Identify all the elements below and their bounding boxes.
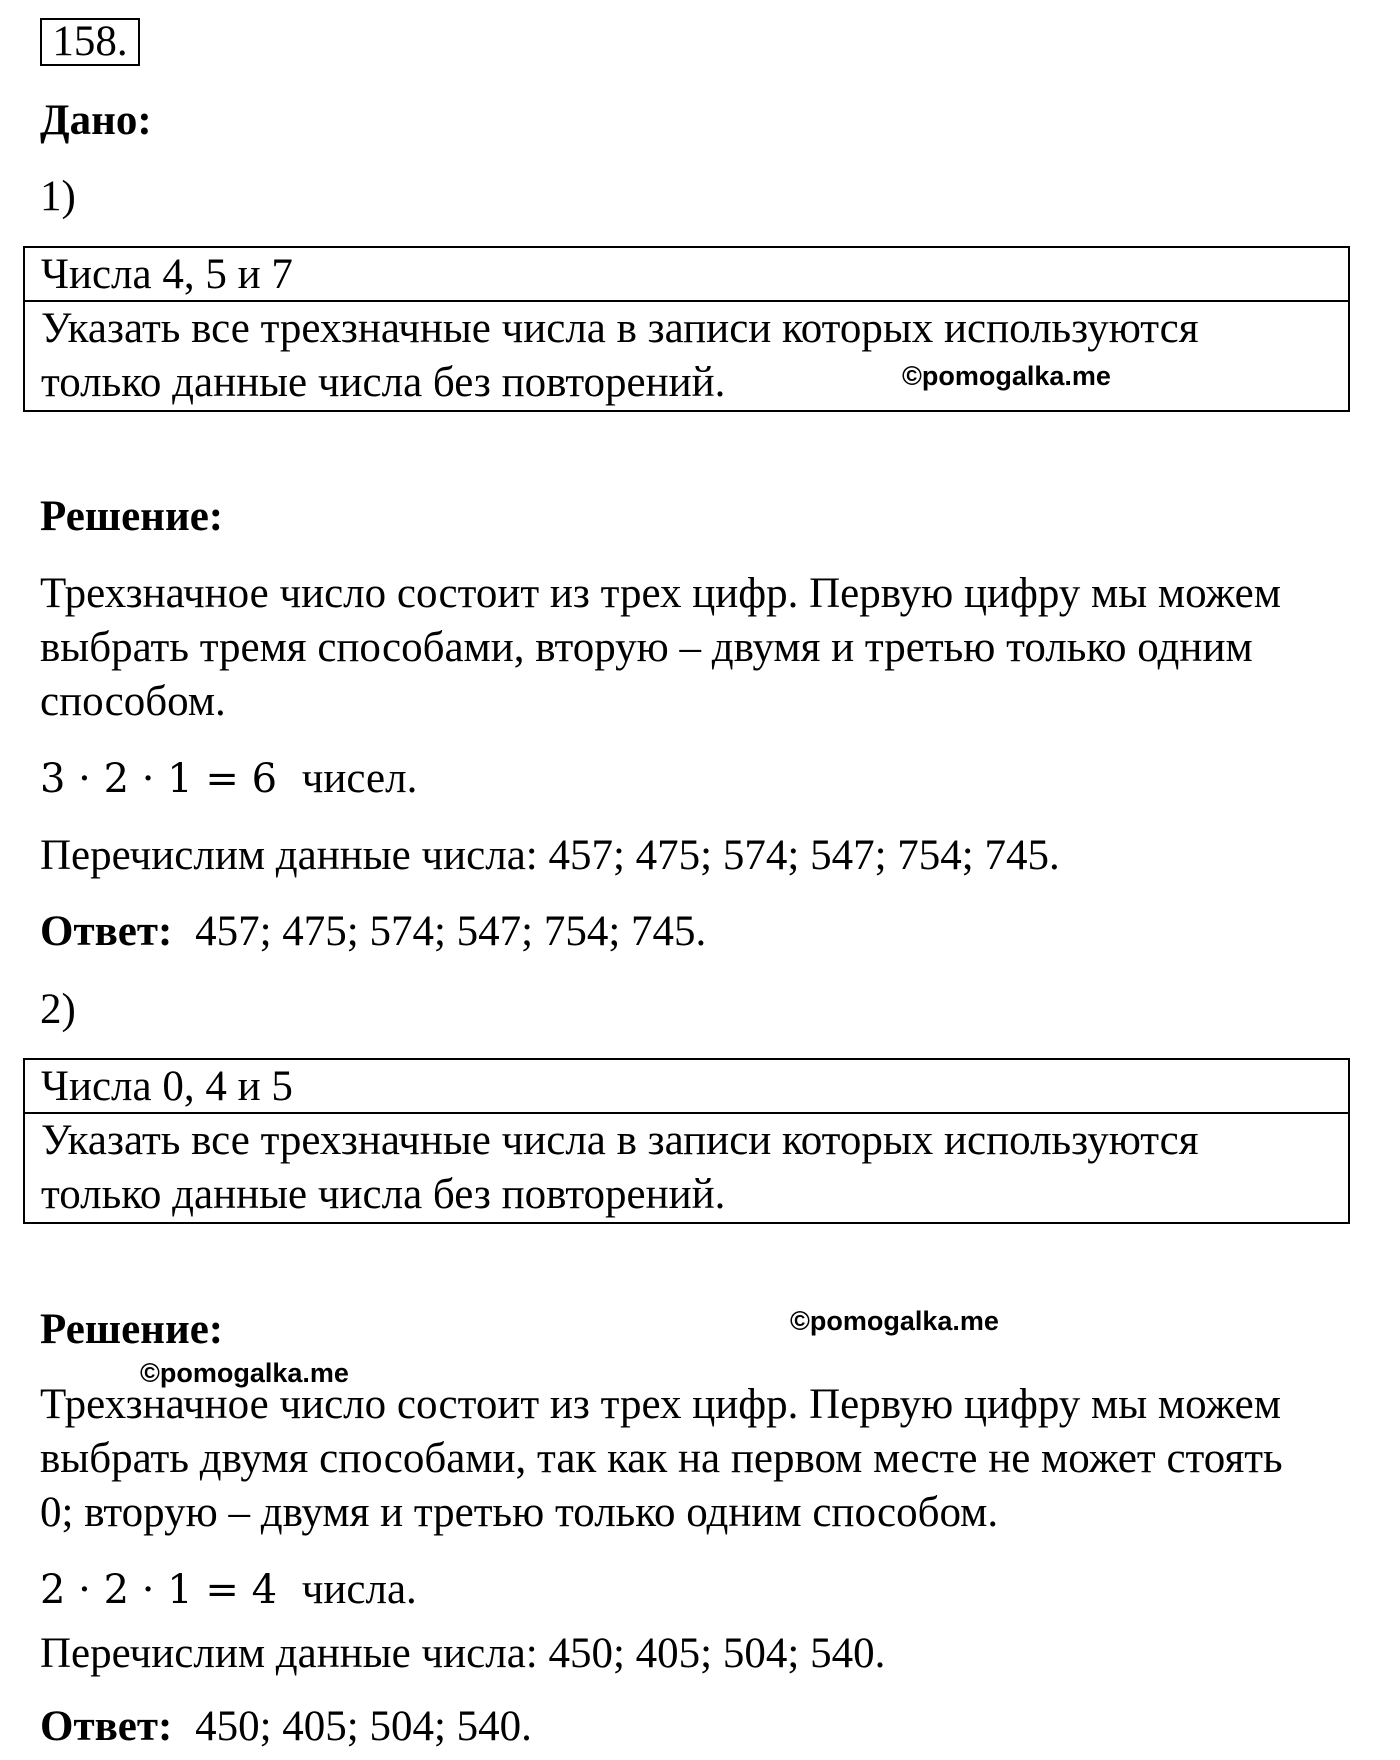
- part2-solution-line2: выбрать двумя способами, так как на первом месте не может стоять: [40, 1435, 1283, 1482]
- part1-answer-value: 457; 475; 574; 547; 754; 745.: [195, 908, 707, 955]
- part2-given-task-line1: Указать все трехзначные числа в записи которых используются: [41, 1117, 1199, 1164]
- part1-given-task: [25, 302, 1348, 410]
- part1-given-numbers: Числа 4, 5 и 7: [25, 248, 1348, 302]
- part2-given-box: [23, 1058, 1350, 1224]
- part2-given-task: [25, 1114, 1348, 1222]
- part1-solution-line3: способом.: [40, 678, 226, 725]
- part2-answer-label: Ответ:: [40, 1703, 173, 1750]
- part2-answer-value: 450; 405; 504; 540.: [195, 1703, 532, 1750]
- part2-formula-line: [40, 1563, 417, 1617]
- part2-formula: 2 · 2 · 1 = 4: [40, 1567, 278, 1613]
- part1-solution-line2: выбрать тремя способами, вторую – двумя и третью только одним: [40, 624, 1253, 671]
- part1-answer-line: [40, 905, 706, 959]
- watermark-2: ©pomogalka.me: [790, 1306, 999, 1336]
- problem-number: 158.: [40, 18, 140, 66]
- part1-given-box: [23, 246, 1350, 412]
- part1-formula: 3 · 2 · 1 = 6: [40, 756, 278, 802]
- part1-label: 1): [40, 173, 76, 220]
- part1-answer-label: Ответ:: [40, 908, 173, 955]
- part1-formula-line: [40, 752, 417, 806]
- part1-given-task-line2: только данные числа без повторений.: [41, 359, 726, 406]
- given-heading: Дано:: [40, 97, 152, 144]
- part1-solution-heading: Решение:: [40, 493, 224, 540]
- part2-given-numbers: Числа 0, 4 и 5: [25, 1060, 1348, 1114]
- part2-label: 2): [40, 986, 76, 1033]
- part2-solution-heading: Решение:: [40, 1306, 224, 1353]
- part2-list-line: Перечислим данные числа: 450; 405; 504; 540.: [40, 1630, 886, 1677]
- watermark-1: ©pomogalka.me: [902, 361, 1111, 391]
- part2-answer-line: [40, 1700, 532, 1754]
- part2-solution-line3: 0; вторую – двумя и третью только одним способом.: [40, 1489, 999, 1536]
- part1-solution-line1: Трехзначное число состоит из трех цифр. Первую цифру мы можем: [40, 570, 1281, 617]
- part2-given-task-line2: только данные числа без повторений.: [41, 1171, 726, 1218]
- part1-list-line: Перечислим данные числа: 457; 475; 574; 547; 754; 745.: [40, 832, 1060, 879]
- part1-formula-suffix: чисел.: [301, 755, 418, 802]
- part2-solution-line1: Трехзначное число состоит из трех цифр. Первую цифру мы можем: [40, 1381, 1281, 1428]
- watermark-3: ©pomogalka.me: [140, 1358, 349, 1388]
- part1-given-task-line1: Указать все трехзначные числа в записи которых используются: [41, 305, 1199, 352]
- part2-formula-suffix: числа.: [301, 1566, 417, 1613]
